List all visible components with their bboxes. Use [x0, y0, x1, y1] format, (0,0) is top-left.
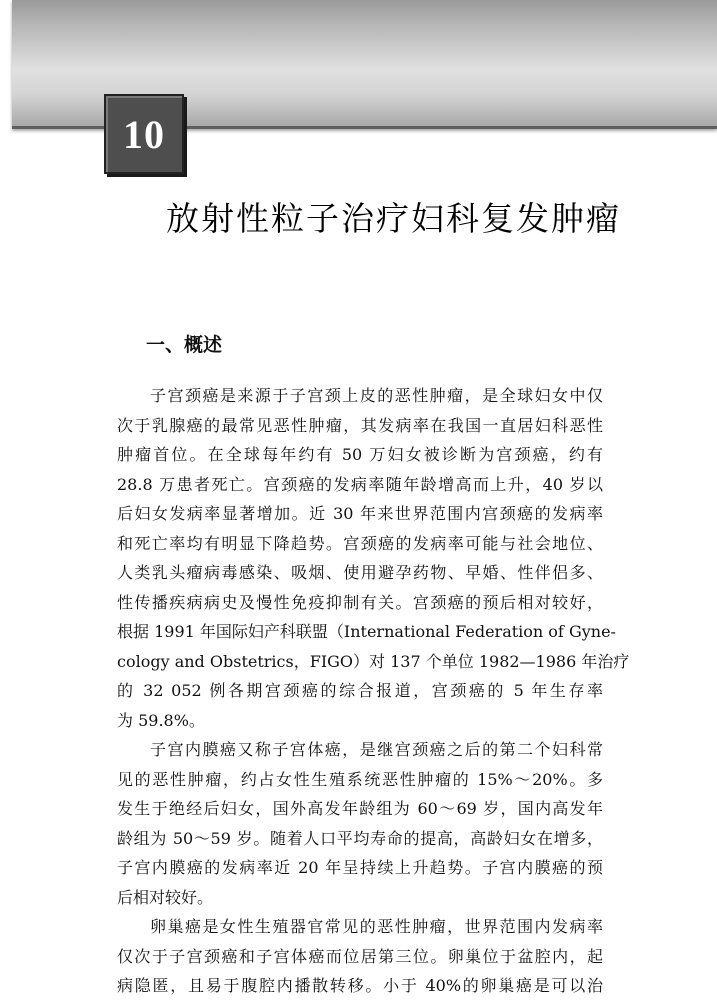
text-line: 次于乳腺癌的最常见恶性肿瘤，其发病率在我国一直居妇科恶性	[117, 415, 603, 435]
text-line: 子宫颈癌是来源于子宫颈上皮的恶性肿瘤，是全球妇女中仅	[150, 386, 603, 405]
text-line: 为 59.8%。	[117, 710, 205, 730]
text-line: 病隐匿，且易于腹腔内播散转移。小于 40%的卵巢癌是可以治	[117, 976, 603, 995]
text-line: 肿瘤首位。在全球每年约有 50 万妇女被诊断为宫颈癌，约有	[117, 445, 603, 464]
text-line: 的 32 052 例各期宫颈癌的综合报道，宫颈癌的 5 年生存率	[117, 681, 603, 700]
chapter-title: 放射性粒子治疗妇科复发肿瘤	[166, 199, 621, 238]
text-line: 子宫内膜癌的发病率近 20 年呈持续上升趋势。子宫内膜癌的预	[117, 858, 603, 877]
text-line: 后妇女发病率显著增加。近 30 年来世界范围内宫颈癌的发病率	[117, 504, 603, 523]
text-line: 子宫内膜癌又称子宫体癌，是继宫颈癌之后的第二个妇科常	[150, 740, 603, 759]
chapter-number-box	[104, 94, 184, 174]
text-line: 28.8 万患者死亡。宫颈癌的发病率随年龄增高而上升，40 岁以	[117, 474, 603, 494]
text-line: 性传播疾病病史及慢性免疫抑制有关。宫颈癌的预后相对较好，	[117, 592, 603, 612]
text-line: cology and Obstetrics，FIGO）对 137 个单位 1982—1986 年治疗	[117, 651, 630, 671]
text-line: 见的恶性肿瘤，约占女性生殖系统恶性肿瘤的 15%～20%。多	[117, 769, 603, 789]
text-line: 根据 1991 年国际妇产科联盟（International Federation of Gyne-	[117, 622, 616, 641]
text-line: 龄组为 50～59 岁。随着人口平均寿命的提高，高龄妇女在增多，	[117, 828, 603, 848]
paragraph-ovarian-cancer	[117, 912, 603, 1001]
text-line: 和死亡率均有明显下降趋势。宫颈癌的发病率可能与社会地位、	[117, 533, 603, 553]
text-line: 发生于绝经后妇女，国外高发年龄组为 60～69 岁，国内高发年	[117, 799, 603, 818]
paragraph-endometrial-cancer	[117, 735, 603, 912]
body-text	[117, 381, 630, 1001]
paragraph-cervical-cancer	[117, 381, 630, 735]
text-line: 仅次于子宫颈癌和子宫体癌而位居第三位。卵巢位于盆腔内，起	[117, 946, 603, 966]
text-line: 人类乳头瘤病毒感染、吸烟、使用避孕药物、早婚、性伴侣多、	[117, 563, 603, 582]
chapter-number: 10	[123, 111, 165, 157]
section-heading: 一、概述	[146, 334, 223, 356]
text-line: 卵巢癌是女性生殖器官常见的恶性肿瘤，世界范围内发病率	[150, 917, 603, 936]
text-line: 后相对较好。	[117, 887, 214, 907]
